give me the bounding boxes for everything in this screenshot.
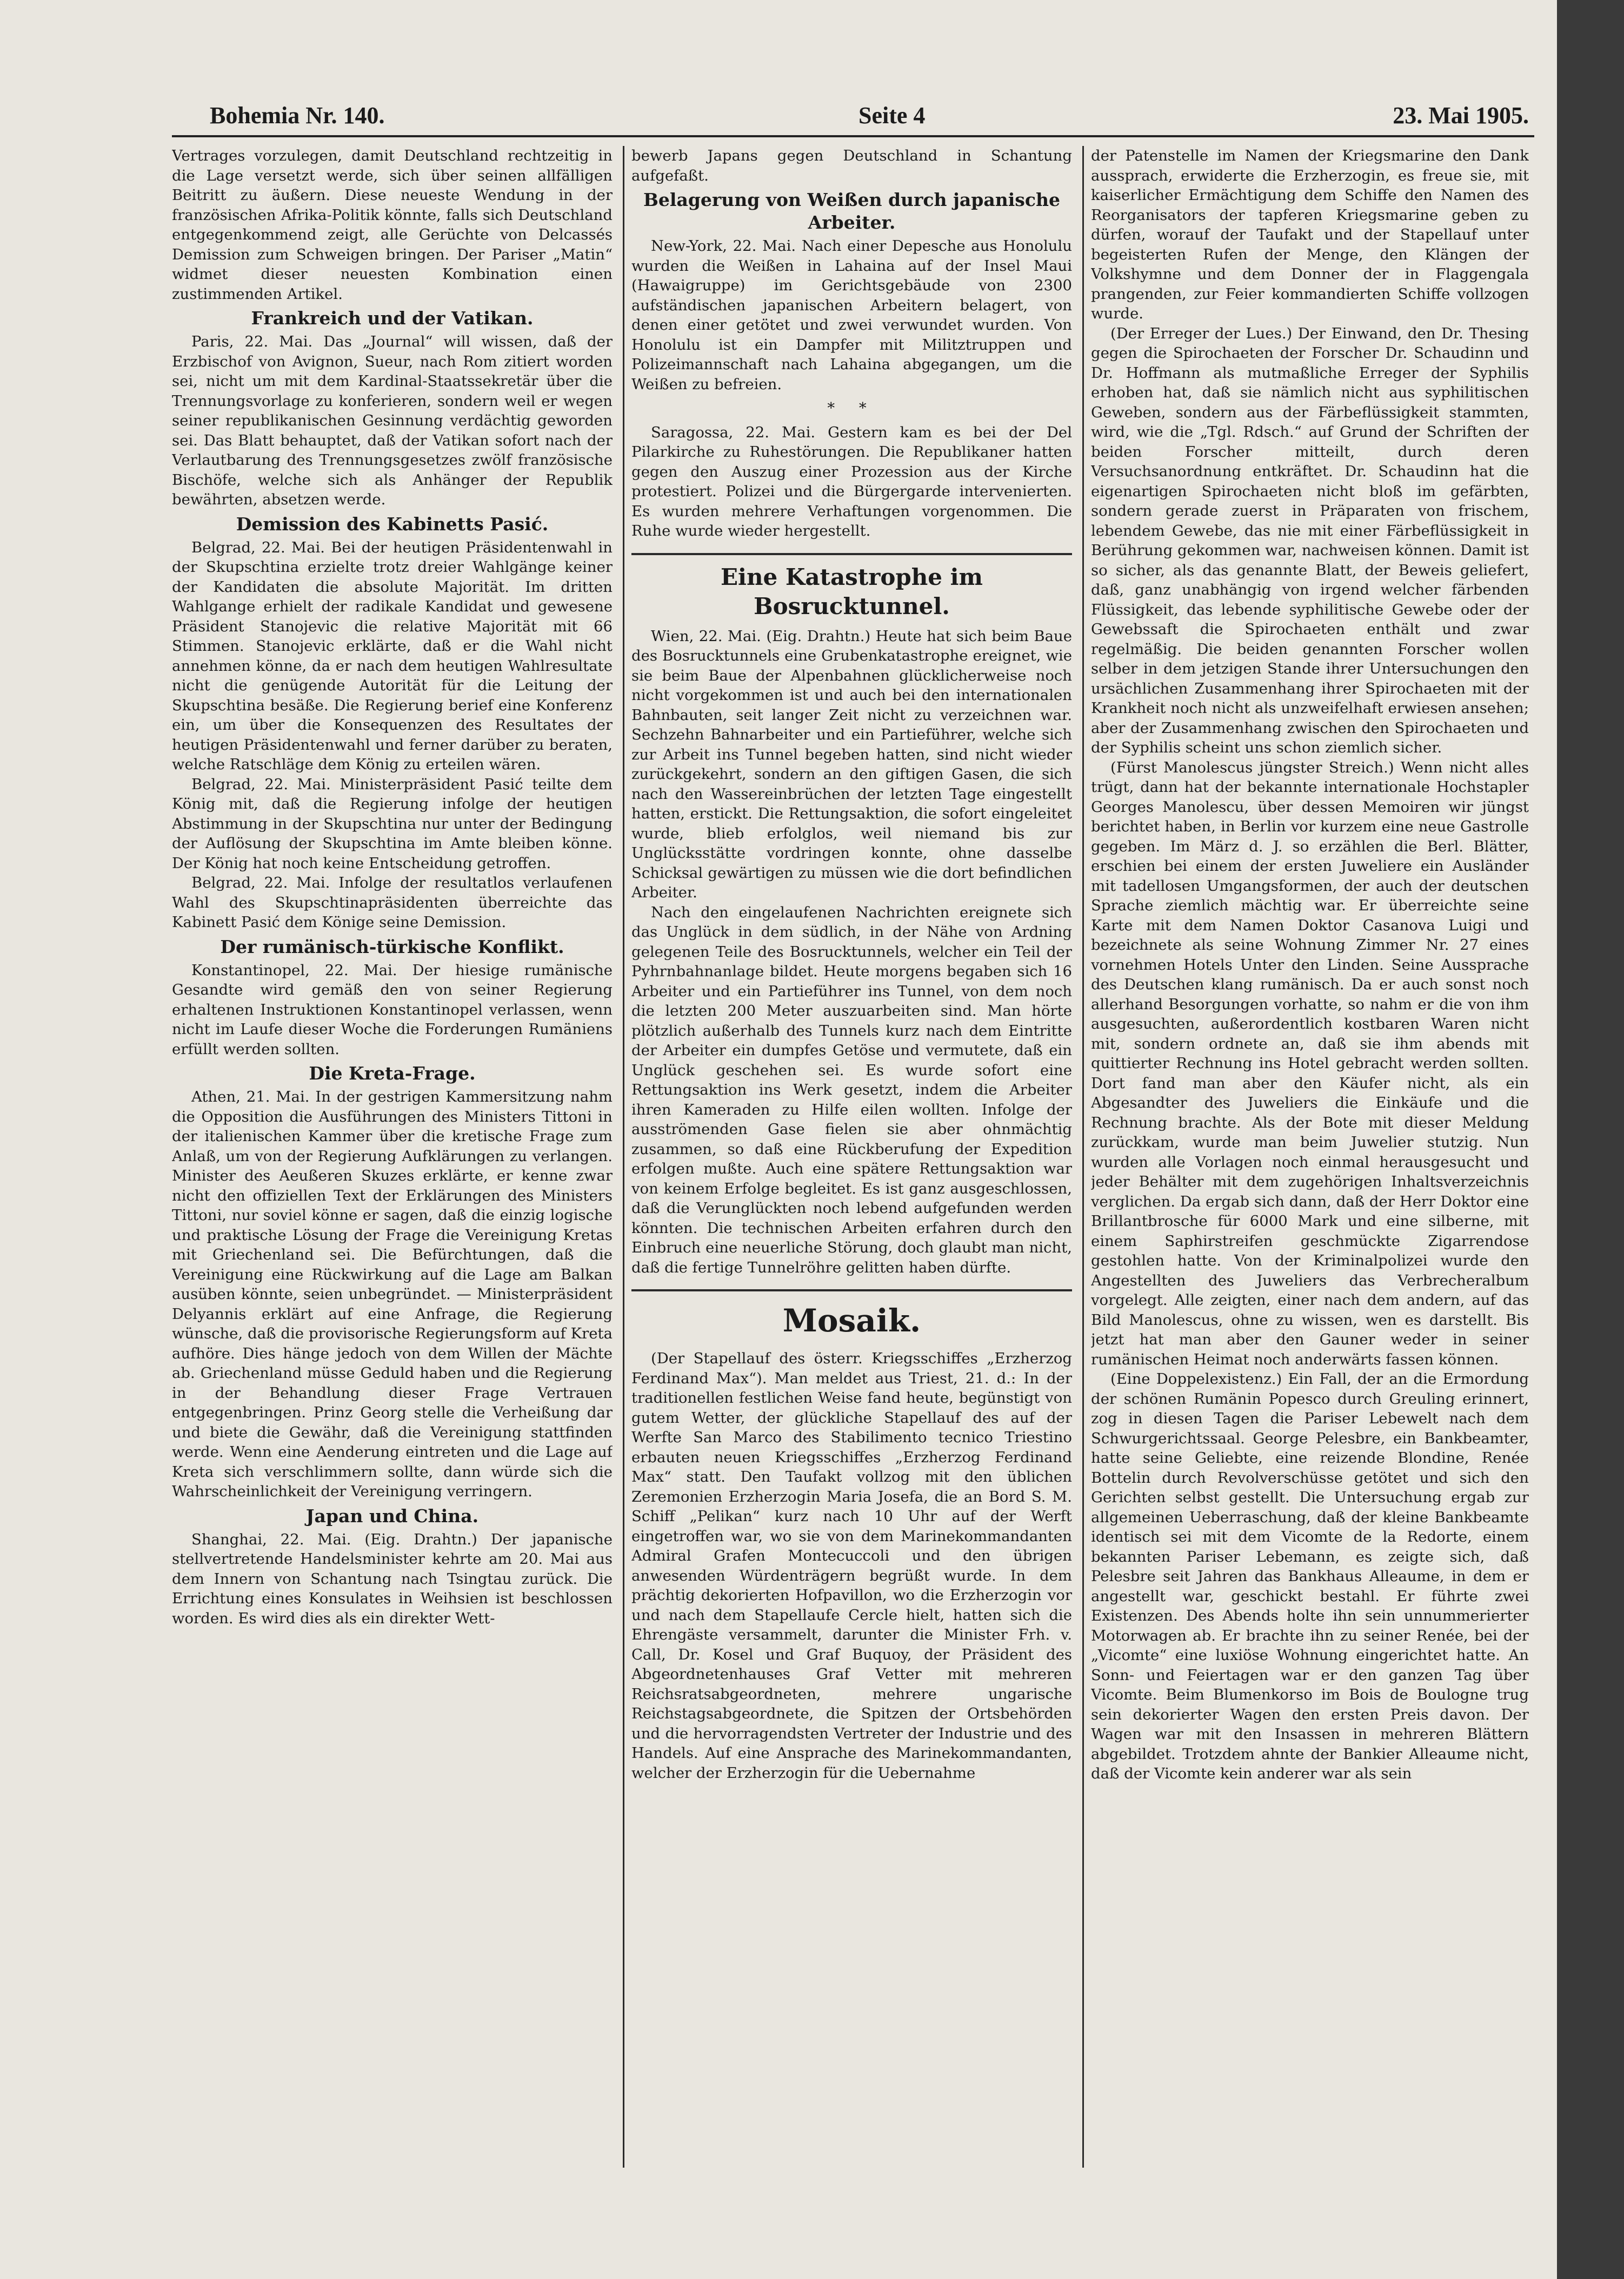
headline-bosrucktunnel: Eine Katastrophe im Bosrucktunnel. <box>720 563 983 619</box>
article-text: der Patenstelle im Namen der Kriegsmarine den Dank aussprach, erwiderte die Erzherzogin, es freue sie, mit kaiserlicher Ermächtigung dem Schiffe den Namen des Reorganisators der tapferen Kriegsmarine geben zu dürfen, worauf der Taufakt und der Stapellauf unter begeisterten Rufen der Menge, den Klängen der Volkshymne und dem Donner der in Flaggengala prangenden, zur Feier kommandierten Schiffe vollzogen wurde. <box>1091 147 1529 322</box>
article-text: Vertrages vorzulegen, damit Deutschland rechtzeitig in die Lage versetzt werde, sich über seinen allfälligen Beitritt zu äußern. Diese neueste Wendung in der französischen Afrika-Politik könnte, falls sich Deutschland entgegenkommend zeigt, alle Gerüchte von Delcassés Demission zum Schweigen bringen. Der Pariser „Matin“ widmet dieser neuesten Kombination einen zustimmenden Artikel. <box>172 147 613 303</box>
section-rule <box>631 553 1072 555</box>
headline-belagerung-weissen: Belagerung von Weißen durch japanische Arbeiter. <box>643 189 1060 233</box>
column-2 <box>631 146 1072 2189</box>
section-separator-stars: * * <box>827 399 876 417</box>
article-text: bewerb Japans gegen Deutschland in Schantung aufgefaßt. <box>631 147 1072 184</box>
headline-japan-china: Japan und China. <box>305 1505 479 1527</box>
column-3 <box>1091 146 1529 2189</box>
article-text: Belgrad, 22. Mai. Bei der heutigen Präsidentenwahl in der Skupschtina erzielte trotz dreier Wahlgänge keiner der Kandidaten die absolute Majorität. Im dritten Wahlgange erhielt der radikale Kandidat und gewesene Präsident Stanojevic die relative Majorität mit 66 Stimmen. Stanojevic erklärte, daß er die Wahl nicht annehmen könne, da er nach dem heutigen Wahlresultate nicht die genügende Autorität für die Leitung der Skupschtina besäße. Die Regierung berief eine Konferenz ein, um über die Konsequenzen des Resultates der heutigen Präsidentenwahl und ferner darüber zu beraten, welche Ratschläge dem König zu erteilen wären. <box>172 538 613 773</box>
column-1 <box>172 146 613 2189</box>
article-text: (Der Stapellauf des österr. Kriegsschiffes „Erzherzog Ferdinand Max“). Man meldet aus Triest, 21. d.: In der traditionellen festlichen Weise fand heute, begünstigt von gutem Wetter, der glückliche Stapellauf des auf der Werfte San Marco des Stabilimento tecnico Triestino erbauten neuen Kriegsschiffes „Erzherzog Ferdinand Max“ statt. Den Taufakt vollzog mit den üblichen Zeremonien Erzherzogin Maria Josefa, die an Bord S. M. Schiff „Pelikan“ kurz nach 10 Uhr auf der Werft eingetroffen war, wo sie von dem Marinekommandanten Admiral Grafen Montecuccoli und den übrigen anwesenden Würdenträgern begrüßt wurde. In dem prächtig dekorierten Hofpavillon, wo die Erzherzogin vor und nach dem Stapellaufe Cercle hielt, hatten sich die Ehrengäste versammelt, darunter die Minister Frh. v. Call, Dr. Kosel und Graf Buquoy, der Präsident des Abgeordnetenhauses Graf Vetter mit mehreren Reichsratsabgeordneten, mehrere ungarische Reichstagsabgeordnete, die Spitzen der Ortsbehörden und die hervorragendsten Vertreter der Industrie und des Handels. Auf eine Ansprache des Marinekommandanten, welcher der Erzherzogin für die Uebernahme <box>631 1350 1072 1782</box>
issue-date: 23. Mai 1905. <box>1393 102 1529 129</box>
article-text: Athen, 21. Mai. In der gestrigen Kammersitzung nahm die Opposition die Ausführungen des Ministers Tittoni in der italienischen Kammer über die kretische Frage zum Anlaß, um von der Regierung Aufklärungen zu verlangen. Minister des Aeußeren Skuzes erklärte, er kenne zwar nicht den offiziellen Text der Erklärungen des Ministers Tittoni, nur soviel könne er sagen, daß die einzig logische und praktische Lösung der Frage die Vereinigung Kretas mit Griechenland sei. Die Befürchtungen, daß die Vereinigung eine Rückwirkung auf die Lage am Balkan ausüben könnte, seien unbegründet. — Ministerpräsident Delyannis erklärt auf eine Anfrage, die Regierung wünsche, daß die provisorische Regierungsform auf Kreta aufhöre. Dies hänge jedoch von dem Willen der Mächte ab. Griechenland müsse Geduld haben und die Regierung in der Behandlung dieser Frage Vertrauen entgegenbringen. Prinz Georg stelle die Verheißung dar und biete die Gewähr, daß die Vereinigung stattfinden werde. Wenn eine Aenderung eintreten und die Lage auf Kreta sich verschlimmern sollte, dann würde sich die Wahrscheinlichkeit der Vereinigung verringern. <box>172 1088 613 1500</box>
header-rule <box>172 135 1534 137</box>
headline-demission-pasic: Demission des Kabinetts Pasić. <box>236 513 549 535</box>
article-text: Saragossa, 22. Mai. Gestern kam es bei der Del Pilarkirche zu Ruhestörungen. Die Republikaner hatten gegen den Auszug einer Prozession aus der Kirche protestiert. Polizei und die Bürgergarde intervenierten. Es wurden mehrere Verhaftungen vorgenommen. Die Ruhe wurde wieder hergestellt. <box>631 423 1072 539</box>
article-text: Konstantinopel, 22. Mai. Der hiesige rumänische Gesandte wird gemäß den von seiner Regierung erhaltenen Instruktionen Konstantinopel verlassen, wenn nicht im Laufe dieser Woche die Forderungen Rumäniens erfüllt werden sollten. <box>172 961 613 1058</box>
masthead-issue: Bohemia Nr. 140. <box>210 102 385 129</box>
section-rule <box>631 1289 1072 1291</box>
article-text: Wien, 22. Mai. (Eig. Drahtn.) Heute hat sich beim Baue des Bosrucktunnels eine Grubenkatastrophe ereignet, wie sie beim Baue der Alpenbahnen glücklicherweise noch nicht vorgekommen ist und auch bei den internationalen Bahnbauten, seit langer Zeit nicht zu verzeichnen war. Sechzehn Bahnarbeiter und ein Partieführer, welche sich zur Arbeit ins Tunnel begeben hatten, sind nicht wieder zurückgekehrt, sondern an den giftigen Gasen, die sich nach den Wassereinbrüchen der letzten Tage eingestellt hatten, erstickt. Die Rettungsaktion, die sofort eingeleitet wurde, blieb erfolglos, weil niemand bis zur Unglücksstätte vordringen konnte, ohne dasselbe Schicksal gewärtigen zu müssen wie die dort befindlichen Arbeiter. <box>631 627 1072 901</box>
article-text: Paris, 22. Mai. Das „Journal“ will wissen, daß der Erzbischof von Avignon, Sueur, nach Rom zitiert worden sei, nicht um mit dem Kardinal-Staatssekretär über die Trennungsvorlage zu konferieren, sondern weil er wegen seiner republikanischen Gesinnung verdächtig geworden sei. Das Blatt behauptet, daß der Vatikan sofort nach der Verlautbarung des Trennungsgesetzes zwölf französische Bischöfe, welche sich als Anhänger der Republik bewährten, absetzen werde. <box>172 333 613 508</box>
newspaper-page <box>172 92 1534 2151</box>
article-text: (Der Erreger der Lues.) Der Einwand, den Dr. Thesing gegen die Spirochaeten der Forscher Dr. Schaudinn und Dr. Hoffmann als mutmaßliche Erreger der Syphilis erhoben hat, daß sie nämlich nicht aus syphilitischen Geweben, sondern aus der Färbeflüssigkeit stammten, wird, wie die „Tgl. Rdsch.“ auf Grund der Schriften der beiden Forscher mitteilt, durch deren Versuchsanordnung entkräftet. Dr. Schaudinn hat die eigenartigen Spirochaeten nicht bloß im gefärbten, sondern gerade zuerst in Präparaten von frischem, lebendem Gewebe, das nie mit einer Färbeflüssigkeit in Berührung gekommen war, nachweisen können. Damit ist so sicher, als das genannte Blatt, der Beweis geliefert, daß, ganz unabhängig von irgend welcher färbenden Flüssigkeit, das lebende syphilitische Gewebe oder der Gewebssaft die Spirochaeten enthält und zwar regelmäßig. Die beiden genannten Forscher wollen selber in dem jetzigen Stande ihrer Untersuchungen den ursächlichen Zusammenhang ihrer Spirochaeten mit der Krankheit noch nicht als unzweifelhaft erwiesen ansehen; aber der Zusammenhang zwischen den Spirochaeten und der Syphilis scheint uns schon ziemlich sicher. <box>1091 324 1529 756</box>
column-rule <box>623 146 624 2168</box>
article-text: New-York, 22. Mai. Nach einer Depesche aus Honolulu wurden die Weißen in Lahaina auf der Insel Maui (Hawaigruppe) im Gerichtsgebäude von 2300 aufständischen japanischen Arbeitern belagert, von denen einer getötet und zwei verwundet wurden. Von Honolulu ist ein Dampfer mit Militztruppen und Polizeimannschaft nach Lahaina abgegangen, um die Weißen zu befreien. <box>631 237 1072 393</box>
article-text: (Eine Doppelexistenz.) Ein Fall, der an die Ermordung der schönen Rumänin Popesco durch Greuling erinnert, zog in diesen Tagen die Pariser Lebewelt nach dem Schwurgerichtssaal. George Pelesbre, ein Bankbeamter, hatte seine Geliebte, eine reizende Blondine, Renée Bottelin durch Revolverschüsse getötet und sich den Gerichten selbst gestellt. Die Untersuchung ergab zur allgemeinen Ueberraschung, daß der kleine Bankbeamte identisch sei mit dem Vicomte de la Redorte, einem bekannten Pariser Lebemann, es zeigte sich, daß Pelesbre seit Jahren das Bankhaus Alleaume, in dem er angestellt war, geschickt bestahl. Er führte zwei Existenzen. Des Abends holte ihn sein unnummerierter Motorwagen ab. Er brachte ihn zu seiner Renée, bei der „Vicomte“ eine luxiöse Wohnung eingerichtet hatte. An Sonn- und Feiertagen war er den ganzen Tag über Vicomte. Beim Blumenkorso im Bois de Boulogne trug sein dekorierter Wagen den ersten Preis davon. Der Wagen war mit den Insassen in mehreren Blättern abgebildet. Trotzdem ahnte der Bankier Alleaume nicht, daß der Vicomte kein anderer war als sein <box>1091 1370 1529 1782</box>
page-header <box>172 102 1534 134</box>
headline-rumaenisch-tuerkisch: Der rumänisch-türkische Konflikt. <box>220 936 564 957</box>
column-rule <box>1082 146 1084 2168</box>
headline-frankreich-vatikan: Frankreich und der Vatikan. <box>251 308 534 329</box>
page-number: Seite 4 <box>858 102 926 129</box>
article-text: (Fürst Manolescus jüngster Streich.) Wenn nicht alles trügt, dann hat der bekannte internationale Hochstapler Georges Manolescu, über dessen Memoiren wir jüngst berichtet haben, in Berlin vor kurzem eine neue Gastrolle gegeben. Im März d. J. so erzählen die Berl. Blätter, erschien bei einem der ersten Juweliere ein Ausländer mit tadellosen Umgangsformen, der auch der deutschen Sprache ziemlich mächtig war. Er überreichte seine Karte mit dem Namen Doktor Casanova Luigi und bezeichnete als seine Wohnung Zimmer Nr. 27 eines vornehmen Hotels Unter den Linden. Seine Aussprache des Deutschen klang rumänisch. Da er auch sonst noch allerhand Besorgungen vorhatte, so nahm er die von ihm ausgesuchten, außerordentlich kostbaren Waren nicht mit, sondern ordnete an, daß sie ihm abends mit quittierter Rechnung ins Hotel gebracht werden sollten. Dort fand man aber den Käufer nicht, als ein Abgesandter des Juweliers die Einkäufe und die Rechnung brachte. Als der Bote mit dieser Meldung zurückkam, wurde man beim Juwelier stutzig. Nun wurden alle Vorlagen noch einmal herausgesucht und jeder Behälter mit dem zugehörigen Inhaltsverzeichnis verglichen. Da ergab sich dann, daß der Herr Doktor eine Brillantbrosche für 6000 Mark und eine silberne, mit einem Saphirstreifen geschmückte Zigarrendose gestohlen hatte. Von der Kriminalpolizei wurde den Angestellten des Juweliers das Verbrecheralbum vorgelegt. Alle zeigten, einer nach dem andern, auf das Bild Manolescus, ohne zu wissen, wen es darstellt. Bis jetzt hat man aber den Gauner weder in seiner rumänischen Heimat noch anderwärts fassen können. <box>1091 758 1529 1368</box>
article-text: Shanghai, 22. Mai. (Eig. Drahtn.) Der japanische stellvertretende Handelsminister kehrte am 20. Mai aus dem Innern von Schantung nach Tsingtau zurück. Die Errichtung eines Konsulates in Weihsien ist beschlossen worden. Es wird dies als ein direkter Wett- <box>172 1530 613 1627</box>
scan-border <box>1557 0 1624 2279</box>
headline-kreta-frage: Die Kreta-Frage. <box>309 1063 476 1084</box>
article-text: Belgrad, 22. Mai. Ministerpräsident Pasić teilte dem König mit, daß die Regierung infolge der heutigen Abstimmung in der Skupschtina nur unter der Bedingung der Auflösung der Skupschtina im Amte bleiben könne. Der König hat noch keine Entscheidung getroffen. <box>172 775 613 872</box>
article-text: Belgrad, 22. Mai. Infolge der resultatlos verlaufenen Wahl des Skupschtinapräsidenten überreichte das Kabinett Pasić dem Könige seine Demission. <box>172 874 613 931</box>
article-text: Nach den eingelaufenen Nachrichten ereignete sich das Unglück in dem südlich, in der Nähe von Ardning gelegenen Teile des Bosrucktunnels, welcher ein Teil der Pyhrnbahnanlage bildet. Heute morgens begaben sich 16 Arbeiter und ein Partieführer ins Tunnel, von dem noch die letzten 200 Meter auszuarbeiten sind. Man hörte plötzlich außerhalb des Tunnels kurz nach dem Eintritte der Arbeiter ein dumpfes Getöse und vermutete, daß ein Unglück geschehen sei. Es wurde sofort eine Rettungsaktion ins Werk gesetzt, indem die Arbeiter ihren Kameraden zu Hilfe eilen wollten. Infolge der ausströmenden Gase fielen sie aber ohnmächtig zusammen, so daß eine Rückberufung der Expedition erfolgen mußte. Auch eine spätere Rettungsaktion war von keinem Erfolge begleitet. Es ist ganz ausgeschlossen, daß die Verunglückten noch lebend aufgefunden werden könnten. Die technischen Arbeiten erfahren durch den Einbruch eine neuerliche Störung, doch glaubt man nicht, daß die fertige Tunnelröhre gelitten haben dürfte. <box>631 903 1072 1276</box>
headline-mosaik: Mosaik. <box>782 1302 921 1339</box>
